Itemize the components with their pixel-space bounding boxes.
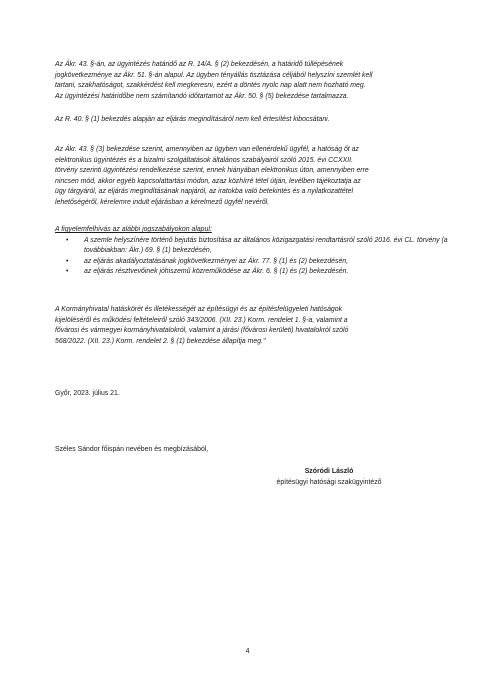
text-line: fővárosi és vármegyei kormányhivatalokról, valamint a járási (fővárosi kerületi) hivatalokról szóló: [55, 327, 349, 335]
text-line: Az Ákr. 43. § (3) bekezdése szerint, amennyiben az ügyben van ellenérdekű ügyfél, a hatóság őt az: [55, 146, 359, 153]
legal-basis-heading: A figyelemfelhívás az alábbi jogszabályokon alapul:: [55, 226, 212, 233]
text-line: Az Ákr. 43. §-án, az ügyintézés határidő az R. 14/A. § (2) bekezdésén, a határidő túllépésének: [55, 61, 344, 68]
signer-name: Szóródi László: [304, 468, 354, 475]
text-line: A Kormányhivatal hatáskörét és illetékességét az építésügyi és az építésfelügyeleti hatóságok: [55, 306, 343, 313]
text-line: nincsen mód, akkor egyéb kapcsolattartási módon, azaz közhírré tétel útján, levélben tájékoztatja az: [55, 177, 361, 185]
page-number: 4: [245, 648, 250, 655]
text-line: tartani, szakhatóságot, szakkérdést kell megkeresni, ezért a döntés nyolc nap alatt nem hozható meg.: [55, 82, 366, 90]
place-date-text: Győr, 2023. július 21.: [55, 390, 120, 397]
text-line: kijelöléséről és működési feltételeiről szóló 343/2006. (XII. 23.) Korm. rendelet 1. §-a, valamint a: [55, 316, 348, 324]
text-line: Az R. 40. § (1) bekezdés alapján az eljárás megindításáról nem kell értesítést kibocsátani.: [55, 116, 330, 123]
text-line: ügy tárgyáról, az eljárás megindításának napjáról, az iratokba való betekintés és a nyilatkozattétel: [55, 188, 353, 196]
list-item: • az eljárás résztvevőinek jóhiszemű közreműködése az Ákr. 6. § (1) és (2) bekezdésén.: [55, 267, 452, 278]
paragraph-opposing-party: [55, 145, 452, 209]
text-line: lehetőségéről, kérelemre indult eljárásban a kérelmező ügyfél nevéről.: [55, 198, 270, 206]
text-line: jogkövetkezménye az Ákr. 51. §-án alapul. Az ügyben tényállás tisztázása céljából helyszíni szemlét kell: [55, 71, 373, 79]
paragraph-competence: [55, 305, 452, 347]
text-line: elektronikus ügyintézés és a bizalmi szolgáltatások általános szabályairól szóló 2015. évi CCXXII.: [55, 156, 353, 164]
on-behalf-text: Széles Sándor főispán nevében és megbízásából,: [55, 446, 209, 453]
place-date: [55, 389, 452, 400]
text-line: törvény szerinti ügyintézési rendelkezése szerint, ennek hiányában elektronikus úton, amennyiben erre: [55, 167, 369, 175]
paragraph-notification: [55, 115, 452, 126]
legal-basis-list: [55, 236, 452, 278]
text-line: Az ügyintézési határidőbe nem számítandó időtartamot az Ákr. 50. § (5) bekezdése tartalmazza.: [55, 92, 349, 100]
legal-basis-section: [55, 225, 452, 278]
on-behalf-line: [55, 445, 452, 456]
text-line: 568/2022. (XII. 23.) Korm. rendelet 2. § (1) bekezdése állapítja meg.": [55, 337, 266, 345]
paragraph-deadline: [55, 60, 452, 102]
signature-block: [262, 467, 396, 488]
list-item: • az eljárás akadályoztatásának jogkövetkezményei az Ákr. 77. § (1) és (2) bekezdésén,: [55, 257, 452, 268]
list-item: • A szemle helyszínére történő bejutás biztosítása az általános közigazgatási rendtartásról szóló 2016. évi CL. törvény (a továbbiakban: Ákr.) 69. § (1) bekezdésén,: [55, 236, 452, 257]
signer-title: építésügyi hatósági szakügyintéző: [276, 478, 382, 486]
